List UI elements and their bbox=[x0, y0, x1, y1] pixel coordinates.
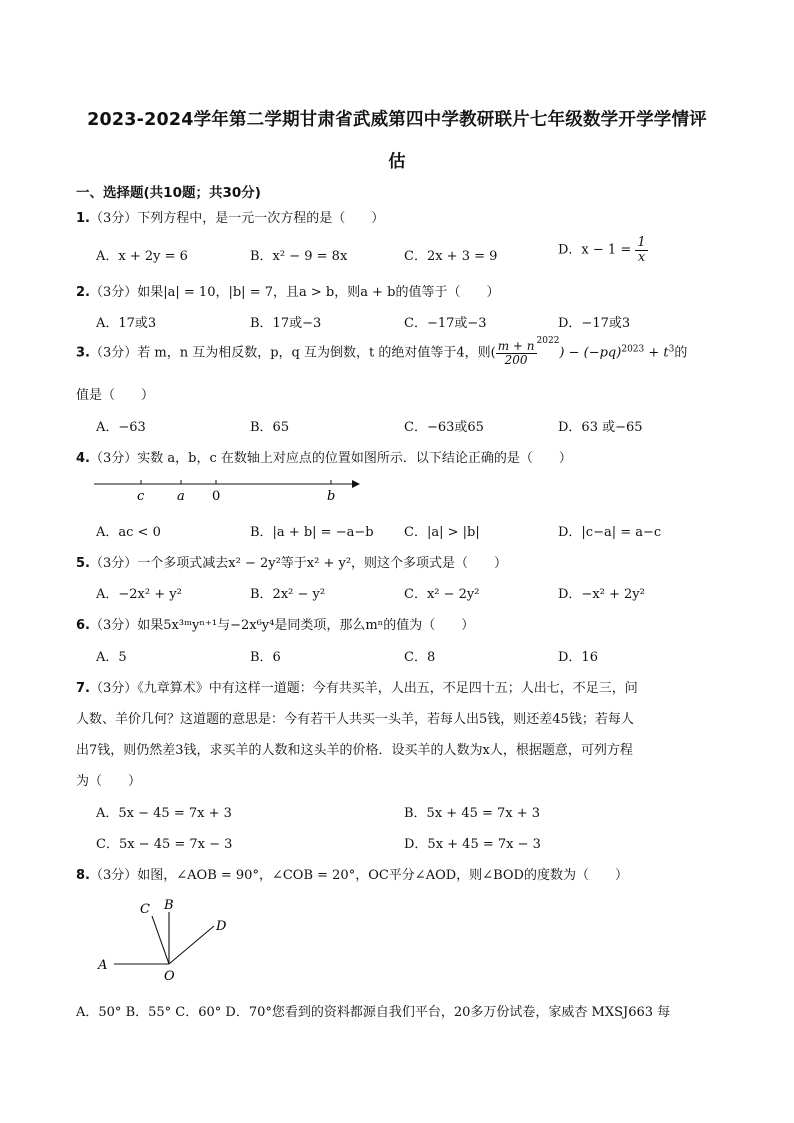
q2-option-a: A．17或3 bbox=[96, 316, 157, 331]
q7-option-a: A．5x − 45 = 7x + 3 bbox=[96, 806, 232, 821]
question-text: 如果|a| = 10，|b| = 7，且a > b，则a + b的值等于（ ） bbox=[137, 285, 500, 300]
exponent-2022: 2022 bbox=[536, 336, 560, 347]
label-A: A bbox=[98, 958, 108, 973]
fraction-numerator: 1 bbox=[637, 235, 646, 250]
fraction-denominator: x bbox=[637, 249, 646, 265]
question-score: （3分） bbox=[89, 451, 138, 466]
number-line-figure bbox=[90, 474, 370, 506]
question-score: （3分） bbox=[89, 285, 138, 300]
question-2 bbox=[76, 281, 499, 300]
question-score: （3分） bbox=[89, 211, 138, 226]
question-4 bbox=[76, 447, 572, 466]
q7-option-d: D．5x + 45 = 7x − 3 bbox=[404, 837, 541, 852]
label-O: O bbox=[164, 969, 175, 984]
exponent-3: 3 bbox=[668, 344, 675, 355]
q3-expression: ) − (−pq) bbox=[559, 345, 622, 361]
question-score: （3分） bbox=[89, 556, 138, 571]
question-score: （3分） bbox=[89, 681, 138, 696]
fraction-numerator: m + n bbox=[497, 339, 535, 353]
q1-option-d bbox=[558, 236, 648, 264]
q5-option-c: C．x² − 2y² bbox=[404, 587, 480, 602]
q3-expression-2: + t bbox=[644, 345, 669, 361]
option-d-fraction bbox=[635, 236, 647, 264]
question-text: 下列方程中，是一元一次方程的是（ ） bbox=[137, 211, 385, 226]
q4-option-b: B．|a + b| = −a−b bbox=[250, 525, 374, 540]
ray-OD bbox=[169, 926, 214, 964]
section-heading: 一、选择题(共10题；共30分) bbox=[76, 185, 261, 201]
question-text: 如图，∠AOB = 90°，∠COB = 20°，OC平分∠AOD，则∠BOD的度数为（ ） bbox=[137, 868, 628, 883]
label-c: c bbox=[137, 489, 145, 504]
q3-tail: 的 bbox=[674, 345, 688, 361]
question-score: （3分） bbox=[89, 618, 138, 633]
question-5 bbox=[76, 552, 507, 571]
option-d-prefix: D．x − 1 = bbox=[558, 242, 632, 258]
exam-title-line2: 估 bbox=[388, 152, 406, 172]
question-text: 若 m，n 互为相反数，p，q 互为倒数，t 的绝对值等于4，则( bbox=[137, 345, 496, 361]
angle-figure bbox=[92, 892, 242, 984]
q2-option-d: D．−17或3 bbox=[558, 316, 631, 331]
question-number: 1. bbox=[76, 211, 90, 226]
question-3 bbox=[76, 336, 688, 367]
question-number: 7. bbox=[76, 681, 90, 696]
label-b: b bbox=[327, 489, 336, 504]
q6-option-d: D．16 bbox=[558, 650, 598, 665]
question-text: 一个多项式减去x² − 2y²等于x² + y²，则这个多项式是（ ） bbox=[137, 556, 508, 571]
q3-option-c: C．−63或65 bbox=[404, 420, 484, 435]
exponent-2023: 2023 bbox=[621, 344, 645, 355]
question-text: 如果5x³ᵐyⁿ⁺¹与−2x⁶y⁴是同类项，那么mⁿ的值为（ ） bbox=[137, 618, 475, 633]
q1-option-b: B．x² − 9 = 8x bbox=[250, 249, 348, 264]
question-number: 4. bbox=[76, 451, 90, 466]
q7-line4: 为（ ） bbox=[76, 774, 142, 789]
label-a: a bbox=[177, 489, 185, 504]
q8-options-line: A．50° B．55° C．60° D．70°您看到的资料都源自我们平台，20多万份试卷，家威杏 MXSJ663 每 bbox=[76, 1005, 671, 1020]
label-C: C bbox=[140, 902, 150, 917]
q7-line3: 出7钱，则仍然差3钱，求买羊的人数和这头羊的价格．设买羊的人数为x人，根据题意，可列方程 bbox=[76, 743, 633, 758]
q3-fraction bbox=[496, 340, 537, 366]
exam-title-line1: 2023-2024学年第二学期甘肃省武威第四中学教研联片七年级数学开学学情评 bbox=[87, 110, 707, 130]
question-7 bbox=[76, 677, 638, 696]
ray-OC bbox=[152, 916, 169, 964]
question-score: （3分） bbox=[89, 345, 138, 361]
label-B: B bbox=[164, 898, 174, 913]
fraction-denominator: 200 bbox=[504, 352, 528, 367]
question-number: 2. bbox=[76, 285, 90, 300]
q4-option-a: A．ac < 0 bbox=[96, 525, 161, 540]
label-D: D bbox=[216, 919, 227, 934]
question-number: 8. bbox=[76, 868, 90, 883]
question-score: （3分） bbox=[89, 868, 138, 883]
q5-option-b: B．2x² − y² bbox=[250, 587, 326, 602]
q7-option-c: C．5x − 45 = 7x − 3 bbox=[96, 837, 233, 852]
q1-option-a: A．x + 2y = 6 bbox=[96, 249, 188, 264]
q6-option-a: A．5 bbox=[96, 650, 127, 665]
q5-option-d: D．−x² + 2y² bbox=[558, 587, 645, 602]
q4-option-c: C．|a| > |b| bbox=[404, 525, 480, 540]
q3-line2: 值是（ ） bbox=[76, 388, 155, 403]
q6-option-c: C．8 bbox=[404, 650, 436, 665]
question-6 bbox=[76, 614, 474, 633]
question-1 bbox=[76, 207, 384, 226]
q4-option-d: D．|c−a| = a−c bbox=[558, 525, 662, 540]
question-number: 6. bbox=[76, 618, 90, 633]
question-8 bbox=[76, 864, 628, 883]
q7-line2: 人数、羊价几何？这道题的意思是：今有若干人共买一头羊，若每人出5钱，则还差45钱；若每人 bbox=[76, 712, 634, 727]
question-text: 实数 a，b，c 在数轴上对应点的位置如图所示．以下结论正确的是（ ） bbox=[137, 451, 572, 466]
q3-option-a: A．−63 bbox=[96, 420, 146, 435]
q5-option-a: A．−2x² + y² bbox=[96, 587, 182, 602]
q1-option-c: C．2x + 3 = 9 bbox=[404, 249, 498, 264]
question-number: 5. bbox=[76, 556, 90, 571]
label-zero: 0 bbox=[212, 489, 221, 504]
question-text: 《九章算术》中有这样一道题：今有共买羊，人出五，不足四十五；人出七，不足三，问 bbox=[137, 681, 638, 696]
q3-option-b: B．65 bbox=[250, 420, 290, 435]
q6-option-b: B．6 bbox=[250, 650, 281, 665]
question-number: 3. bbox=[76, 345, 90, 361]
q2-option-b: B．17或−3 bbox=[250, 316, 322, 331]
q2-option-c: C．−17或−3 bbox=[404, 316, 487, 331]
number-line-arrow bbox=[352, 480, 360, 488]
q7-option-b: B．5x + 45 = 7x + 3 bbox=[404, 806, 541, 821]
q3-option-d: D．63 或−65 bbox=[558, 420, 643, 435]
